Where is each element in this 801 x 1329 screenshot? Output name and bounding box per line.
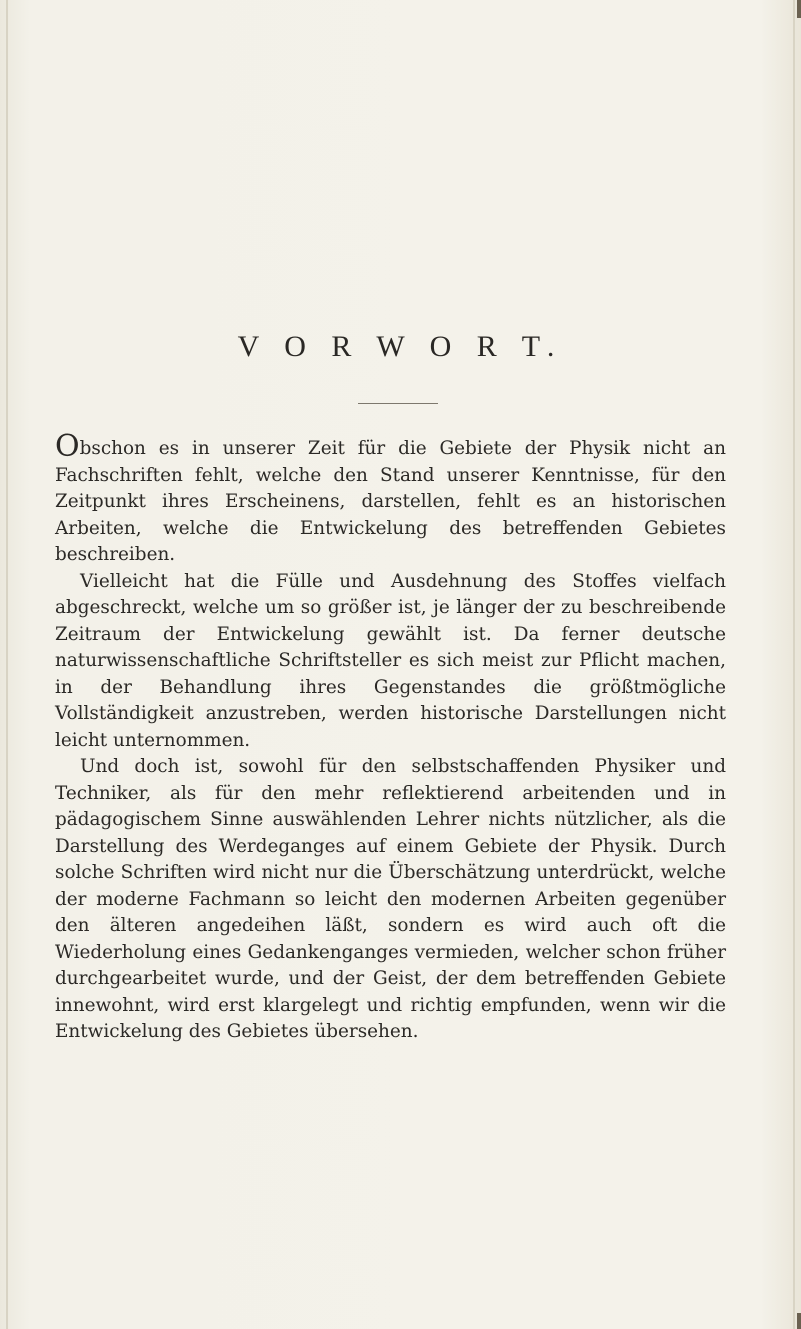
- scan-corner-mark-top: [797, 0, 801, 18]
- page-left-edge: [6, 0, 8, 1329]
- page-right-edge: [793, 0, 795, 1329]
- paragraph-1: [55, 429, 726, 569]
- body-text: [55, 429, 726, 1046]
- scan-corner-mark-bottom: [797, 1313, 801, 1329]
- paragraph-2: Vielleicht hat die Fülle und Ausdehnung des Stoffes vielfach abgeschreckt, welche um so größer ist, je länger der zu beschreibende Zeitraum der Entwickelung gewählt ist. Da ferner deutsche naturwissenschaftliche Schriftsteller es sich meist zur Pflicht machen, in der Behandlung ihres Gegenstandes die größtmögliche Vollständigkeit anzustreben, werden historische Darstellungen nicht leicht unternommen.: [55, 570, 726, 751]
- title-divider: [358, 403, 438, 404]
- paragraph-1-text: bschon es in unserer Zeit für die Gebiete der Physik nicht an Fachschriften fehlt, welche den Stand unserer Kenntnisse, für den Zeitpunkt ihres Erscheinens, darstellen, fehlt es an historischen Arbeiten, welche die Entwickelung des betreffenden Gebietes beschreiben.: [55, 438, 726, 565]
- initial-letter: O: [55, 429, 80, 464]
- page-title: V O R W O R T.: [237, 330, 564, 363]
- paragraph-3: Und doch ist, sowohl für den selbstschaffenden Physiker und Techniker, als für den mehr reflektierend arbeitenden und in pädagogischem Sinne auswählenden Lehrer nichts nützlicher, als die Darstellung des Werdeganges auf einem Gebiete der Physik. Durch solche Schriften wird nicht nur die Überschätzung unterdrückt, welche der moderne Fachmann so leicht den modernen Arbeiten gegenüber den älteren angedeihen läßt, sondern es wird auch oft die Wiederholung eines Gedankenganges vermieden, welcher schon früher durchgearbeitet wurde, und der Geist, der dem betreffenden Gebiete innewohnt, wird erst klargelegt und richtig empfunden, wenn wir die Entwickelung des Gebietes übersehen.: [55, 756, 726, 1042]
